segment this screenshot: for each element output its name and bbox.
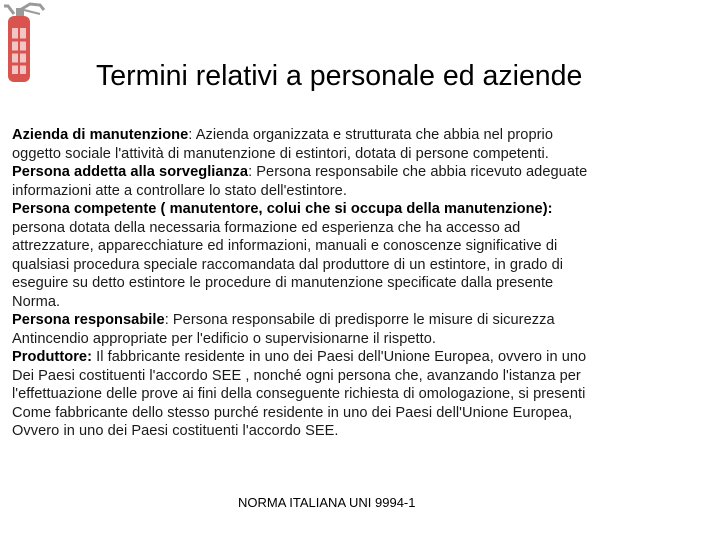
definition-term: Persona responsabile: [12, 312, 165, 328]
page-title: Termini relativi a personale ed aziende: [96, 60, 583, 92]
norm-reference: NORMA ITALIANA UNI 9994-1: [238, 495, 416, 510]
definition-line: informazioni atte a controllare lo stato dell'estintore.: [12, 182, 347, 199]
definition-term: Persona addetta alla sorveglianza: [12, 164, 249, 180]
fire-extinguisher-icon: [0, 0, 48, 86]
definition-line: Persona responsabile: Persona responsabile di predisporre le misure di sicurezza: [12, 312, 555, 328]
definition-line: oggetto sociale l'attività di manutenzione di estintori, dotata di persone competenti.: [12, 145, 549, 162]
definition-line: [12, 200, 712, 219]
definition-line: l'effettuazione delle prove ai fini della conseguente richiesta di omologazione, si presenti: [12, 386, 586, 402]
definition-line: Come fabbricante dello stesso purché residente in uno dei Paesi dell'Unione Europea,: [12, 404, 573, 421]
definition-line: Persona addetta alla sorveglianza: Persona responsabile che abbia ricevuto adeguate: [12, 164, 588, 180]
definition-line: Dei Paesi costituenti l'accordo SEE , nonché ogni persona che, avanzando l'istanza per: [12, 367, 581, 384]
definition-term: Persona competente ( manutentore, colui che si occupa della manutenzione):: [12, 201, 553, 217]
definition-line: attrezzature, apparecchiature ed informazioni, manuali e conoscenze significative di: [12, 238, 558, 254]
definition-term: Azienda di manutenzione: [12, 127, 189, 143]
definition-line: Antincendio appropriate per l'edificio o supervisionarne il rispetto.: [12, 330, 437, 347]
definition-line: Produttore: Il fabbricante residente in uno dei Paesi dell'Unione Europea, ovvero in uno: [12, 349, 587, 365]
definition-line: Norma.: [12, 293, 61, 310]
definition-line: Azienda di manutenzione: Azienda organizzata e strutturata che abbia nel proprio: [12, 127, 553, 143]
definitions-list: [12, 126, 712, 441]
definition-line: Ovvero in uno dei Paesi costituenti l'accordo SEE.: [12, 423, 339, 439]
definition-line: qualsiasi procedura speciale raccomandata dal produttore di un estintore, in grado di: [12, 256, 564, 273]
definition-line: eseguire su detto estintore le procedure di manutenzione specificate dalla presente: [12, 275, 554, 291]
definition-term: Produttore:: [12, 349, 92, 365]
definition-line: persona dotata della necessaria formazione ed esperienza che ha accesso ad: [12, 219, 521, 236]
